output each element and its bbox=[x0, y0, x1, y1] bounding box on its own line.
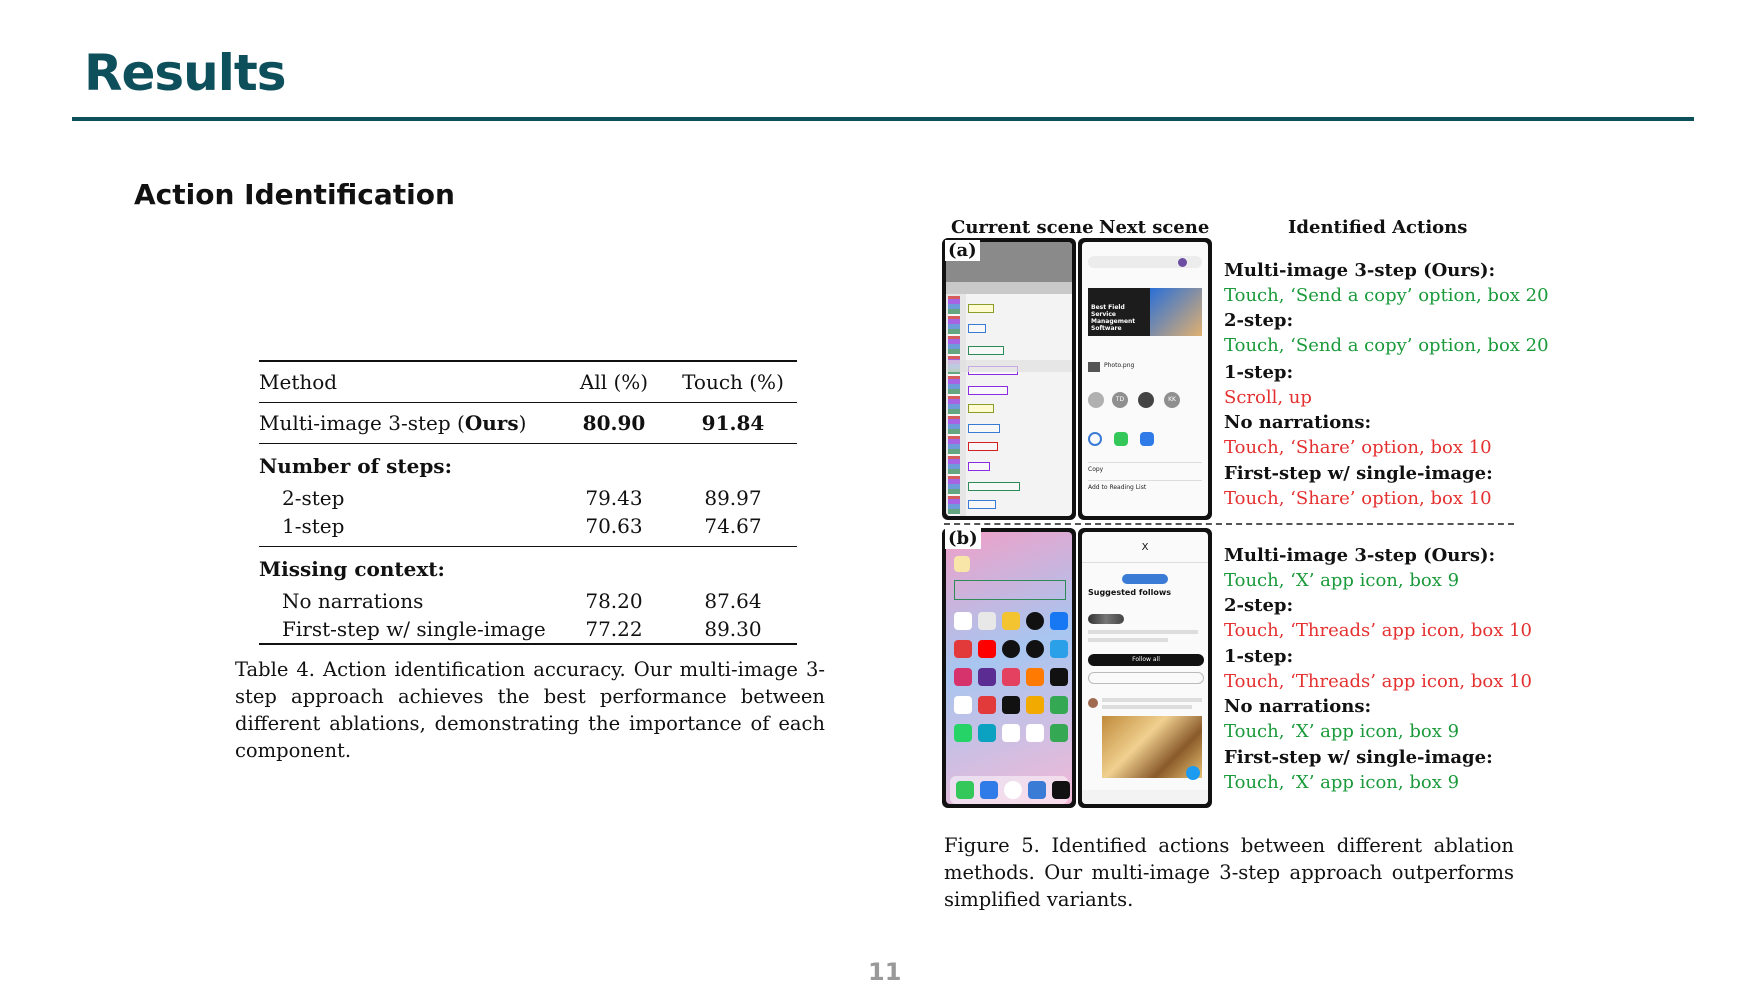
actions-panel-a: Multi-image 3-step (Ours): Touch, ‘Send a copy’ option, box 20 2-step: Touch, ‘Send a copy’ option, box 20 1-step: Scroll, up No narrations: Touch, ‘Share’ option, box 10 First-step w/ single-image: Touch, ‘Share’ option, box 10 bbox=[1224, 260, 1549, 509]
figure-divider bbox=[944, 523, 1514, 525]
close-icon: X bbox=[1141, 542, 1149, 553]
table-row: 1-step 70.63 74.67 bbox=[282, 514, 762, 538]
screenshot-current-scene-a bbox=[942, 238, 1076, 520]
column-header-identified-actions: Identified Actions bbox=[1288, 217, 1468, 238]
column-header-all: All (%) bbox=[559, 361, 669, 403]
table-row-ours bbox=[259, 403, 797, 444]
page-number: 11 bbox=[868, 958, 902, 986]
screenshot-next-scene-b bbox=[1078, 528, 1212, 808]
table-row: 2-step 79.43 89.97 bbox=[282, 486, 762, 510]
reading-list-option: Add to Reading List bbox=[1088, 484, 1147, 491]
table-group-label: Number of steps: bbox=[259, 444, 797, 485]
copy-option: Copy bbox=[1088, 466, 1104, 473]
screenshot-next-scene-a bbox=[1078, 238, 1212, 520]
follow-all-button: Follow all bbox=[1088, 654, 1204, 666]
results-table bbox=[259, 360, 797, 645]
suggested-follows-heading: Suggested follows bbox=[1088, 588, 1171, 597]
value-touch-ours: 91.84 bbox=[669, 403, 797, 444]
column-header-method: Method bbox=[259, 361, 559, 403]
method-ours: Multi-image 3-step (Ours) bbox=[259, 403, 559, 444]
table-caption: Table 4. Action identification accuracy. Our multi-image 3-step approach achieves the best performance between different ablations, demonstrating the importance of each component. bbox=[235, 658, 825, 762]
section-heading: Action Identification bbox=[134, 178, 455, 211]
avatar: TD bbox=[1112, 392, 1128, 408]
title-divider bbox=[72, 117, 1694, 121]
column-header-current-scene: Current scene bbox=[951, 217, 1094, 238]
actions-panel-b: Multi-image 3-step (Ours): Touch, ‘X’ app icon, box 9 2-step: Touch, ‘Threads’ app icon, box 10 1-step: Touch, ‘Threads’ app icon, box 10 No narrations: Touch, ‘X’ app icon, box 9 First-step w/ single-image: Touch, ‘X’ app icon, box 9 bbox=[1224, 545, 1533, 793]
slide-title: Results bbox=[84, 44, 286, 102]
table-row: No narrations 78.20 87.64 bbox=[282, 589, 762, 613]
table-row: First-step w/ single-image 77.22 89.30 bbox=[259, 615, 797, 644]
shared-file-name: Photo.png bbox=[1104, 362, 1135, 369]
figure-caption: Figure 5. Identified actions between different ablation methods. Our multi-image 3-step approach outperforms simplified variants. bbox=[944, 834, 1514, 911]
panel-label-b: (b) bbox=[945, 528, 981, 549]
panel-label-a: (a) bbox=[945, 240, 980, 261]
value-all-ours: 80.90 bbox=[559, 403, 669, 444]
column-header-touch: Touch (%) bbox=[669, 361, 797, 403]
avatar: KK bbox=[1164, 392, 1180, 408]
table-header-row bbox=[259, 361, 797, 403]
column-header-next-scene: Next scene bbox=[1099, 217, 1210, 238]
ad-banner-text: Best Field Service Management Software bbox=[1091, 304, 1136, 332]
screenshot-current-scene-b bbox=[942, 528, 1076, 808]
table-group-label: Missing context: bbox=[259, 547, 797, 588]
